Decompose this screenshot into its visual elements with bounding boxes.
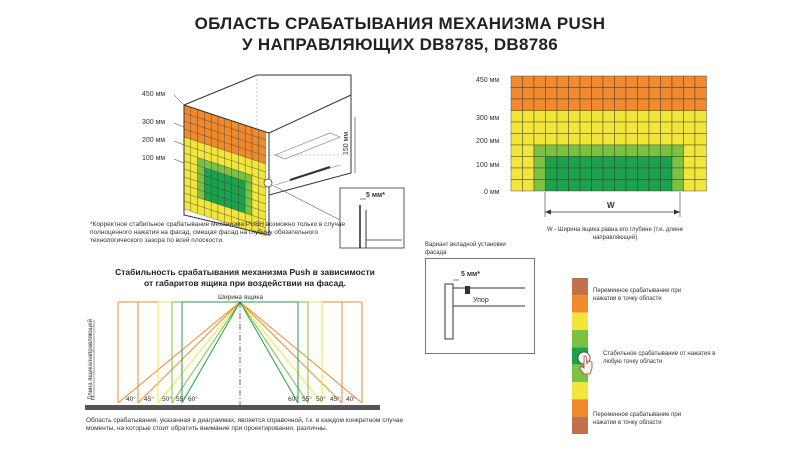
box-label-300: 300 мм bbox=[142, 119, 166, 126]
grid-cell bbox=[569, 168, 581, 180]
grid-cell bbox=[592, 76, 604, 88]
grid-cell bbox=[603, 145, 615, 157]
legend-swatch bbox=[572, 278, 588, 295]
grid-cell bbox=[649, 145, 661, 157]
grid-cell bbox=[695, 168, 707, 180]
grid-cell bbox=[603, 157, 615, 169]
width-label: Ширина ящика bbox=[218, 294, 263, 301]
legend-swatch bbox=[572, 295, 588, 312]
grid-cell bbox=[534, 122, 546, 134]
leader-450 bbox=[174, 95, 184, 105]
grid-cell bbox=[626, 76, 638, 88]
grid-cell bbox=[626, 111, 638, 123]
grid-cell bbox=[592, 88, 604, 100]
grid-cell bbox=[649, 134, 661, 146]
grid-cell bbox=[603, 99, 615, 111]
fan-ray-right bbox=[240, 302, 322, 403]
grid-cell bbox=[695, 180, 707, 192]
grid-cell bbox=[592, 111, 604, 123]
angle-label-left: 55° bbox=[176, 396, 186, 403]
grid-cell bbox=[649, 180, 661, 192]
fan-ray-left bbox=[182, 302, 240, 403]
grid-cell bbox=[534, 88, 546, 100]
grid-cell bbox=[661, 88, 673, 100]
legend-swatch bbox=[572, 417, 588, 434]
grid-cell bbox=[569, 180, 581, 192]
grid-cell bbox=[615, 122, 627, 134]
grid-cell bbox=[661, 168, 673, 180]
grid-cell bbox=[546, 145, 558, 157]
legend-stable: Стабильное срабатывание от нажатия в любую точку области bbox=[603, 351, 716, 365]
grid-cell bbox=[615, 111, 627, 123]
angle-label-right: 45° bbox=[330, 396, 340, 403]
grid-cell bbox=[615, 88, 627, 100]
stability-diagram bbox=[80, 290, 390, 415]
grid-cell bbox=[546, 180, 558, 192]
grid-cell bbox=[511, 168, 523, 180]
grid-cell bbox=[511, 111, 523, 123]
grid-cell bbox=[557, 88, 569, 100]
grid-cell bbox=[569, 76, 581, 88]
grid-cell bbox=[638, 88, 650, 100]
grid-cell bbox=[557, 168, 569, 180]
grid-cell bbox=[546, 122, 558, 134]
grid-label-100: 100 мм bbox=[476, 162, 500, 169]
grid-cell bbox=[546, 111, 558, 123]
grid-cell bbox=[615, 145, 627, 157]
grid-cell bbox=[615, 99, 627, 111]
angle-labels bbox=[126, 395, 356, 403]
grid-cell bbox=[649, 157, 661, 169]
grid-cell bbox=[695, 134, 707, 146]
legend-swatch bbox=[572, 399, 588, 416]
zone-grid bbox=[511, 76, 707, 191]
grid-cell bbox=[511, 76, 523, 88]
fan-ray-left bbox=[158, 302, 240, 403]
grid-cell bbox=[626, 168, 638, 180]
grid-cell bbox=[592, 180, 604, 192]
grid-cell bbox=[649, 111, 661, 123]
grid-cell bbox=[626, 99, 638, 111]
stability-title-2: от габаритов ящика при воздействии на фасад. bbox=[143, 278, 346, 288]
grid-cell bbox=[649, 99, 661, 111]
grid-cell bbox=[638, 99, 650, 111]
legend-variable-bottom: Переменное срабатывание при нажатии в точку области bbox=[593, 412, 682, 426]
grid-cell bbox=[603, 122, 615, 134]
detail-marker bbox=[264, 179, 272, 187]
box-edge bbox=[269, 95, 351, 133]
insert-variant-title: Вариант вкладной установки фасада bbox=[425, 242, 506, 256]
fan-ray-right bbox=[240, 302, 342, 403]
grid-cell bbox=[546, 157, 558, 169]
grid-cell bbox=[615, 168, 627, 180]
fan-ray-left bbox=[138, 302, 240, 403]
grid-cell bbox=[626, 145, 638, 157]
angle-label-right: 50° bbox=[316, 396, 326, 403]
grid-cell bbox=[546, 99, 558, 111]
grid-cell bbox=[615, 157, 627, 169]
grid-cell bbox=[615, 180, 627, 192]
leader-300 bbox=[174, 123, 184, 127]
insert-variant-diagram bbox=[425, 258, 535, 358]
insert-gap-label: 5 мм* bbox=[461, 271, 480, 278]
angle-label-right: 40° bbox=[346, 396, 356, 403]
grid-cell bbox=[557, 180, 569, 192]
grid-cell bbox=[580, 134, 592, 146]
grid-cell bbox=[649, 122, 661, 134]
grid-cell bbox=[592, 122, 604, 134]
grid-cell bbox=[661, 99, 673, 111]
grid-cell bbox=[603, 88, 615, 100]
detail-gap-label: 5 мм* bbox=[366, 192, 385, 199]
grid-cell bbox=[684, 88, 696, 100]
grid-cell bbox=[580, 145, 592, 157]
grid-cell bbox=[523, 145, 535, 157]
grid-cell bbox=[684, 168, 696, 180]
runner bbox=[290, 167, 330, 180]
grid-cell bbox=[592, 145, 604, 157]
grid-cell bbox=[557, 134, 569, 146]
grid-cell bbox=[661, 180, 673, 192]
grid-cell bbox=[580, 180, 592, 192]
grid-cell bbox=[649, 168, 661, 180]
grid-cell bbox=[626, 180, 638, 192]
box-label-450: 450 мм bbox=[142, 91, 166, 98]
grid-label-450: 450 мм bbox=[476, 77, 500, 84]
grid-cell bbox=[557, 157, 569, 169]
fan-ray-left bbox=[118, 302, 240, 403]
grid-cell bbox=[557, 145, 569, 157]
insert-stop bbox=[465, 286, 470, 294]
grid-cell bbox=[523, 180, 535, 192]
floor-bar bbox=[85, 405, 380, 410]
grid-cell bbox=[580, 168, 592, 180]
grid-cell bbox=[661, 145, 673, 157]
grid-cell bbox=[626, 134, 638, 146]
grid-cell bbox=[638, 168, 650, 180]
grid-cell bbox=[684, 111, 696, 123]
grid-cell bbox=[615, 134, 627, 146]
grid-cell bbox=[523, 168, 535, 180]
grid-cell bbox=[684, 180, 696, 192]
grid-cell bbox=[638, 122, 650, 134]
grid-cell bbox=[672, 168, 684, 180]
angle-label-right: 60° bbox=[288, 396, 298, 403]
grid-cell bbox=[546, 168, 558, 180]
grid-cell bbox=[603, 134, 615, 146]
grid-cell bbox=[695, 145, 707, 157]
grid-cell bbox=[580, 76, 592, 88]
grid-cell bbox=[557, 111, 569, 123]
angle-label-right: 55° bbox=[302, 396, 312, 403]
grid-cell bbox=[580, 111, 592, 123]
grid-cell bbox=[534, 134, 546, 146]
angle-label-left: 45° bbox=[144, 396, 154, 403]
angle-label-left: 40° bbox=[126, 396, 136, 403]
grid-cell bbox=[603, 180, 615, 192]
grid-cell bbox=[523, 111, 535, 123]
grid-cell bbox=[592, 168, 604, 180]
grid-cell bbox=[672, 122, 684, 134]
grid-cell bbox=[534, 99, 546, 111]
leader-100 bbox=[174, 159, 184, 163]
grid-cell bbox=[638, 157, 650, 169]
grid-cell bbox=[695, 157, 707, 169]
grid-cell bbox=[523, 122, 535, 134]
grid-cell bbox=[638, 111, 650, 123]
grid-cell bbox=[546, 88, 558, 100]
grid-cell bbox=[569, 157, 581, 169]
grid-cell bbox=[661, 111, 673, 123]
legend-swatch bbox=[572, 313, 588, 330]
grid-cell bbox=[638, 134, 650, 146]
grid-cell bbox=[511, 122, 523, 134]
grid-cell bbox=[557, 99, 569, 111]
grid-cell bbox=[569, 99, 581, 111]
grid-cell bbox=[649, 88, 661, 100]
grid-cell bbox=[672, 145, 684, 157]
w-note: W - Ширина ящика равна его глубине (т.е. длине направляющей) bbox=[547, 227, 683, 241]
grid-cell bbox=[546, 134, 558, 146]
stability-title-1: Стабильность срабатывания механизма Push в зависимости bbox=[115, 267, 375, 277]
grid-cell bbox=[626, 122, 638, 134]
grid-cell bbox=[523, 88, 535, 100]
grid-cell bbox=[603, 111, 615, 123]
box-label-200: 200 мм bbox=[142, 137, 166, 144]
leader-200 bbox=[174, 141, 184, 145]
front-grid bbox=[184, 105, 266, 236]
w-label: W bbox=[607, 201, 615, 210]
legend-variable-top: Переменное срабатывание при нажатии в точку области bbox=[593, 288, 682, 302]
grid-cell bbox=[534, 157, 546, 169]
grid-cell bbox=[672, 134, 684, 146]
note-correct-press: *Корректное стабильное срабатывание механизма PUSH возможно только в случае полноценного нажатия на фасад, смещая фасад на глубину обязательного технологического зазора по всей плоскости. bbox=[90, 221, 346, 244]
fan-ray-right bbox=[240, 302, 298, 403]
grid-cell bbox=[684, 157, 696, 169]
legend-swatch bbox=[572, 330, 588, 347]
grid-cell bbox=[603, 168, 615, 180]
grid-cell bbox=[684, 134, 696, 146]
grid-cell bbox=[695, 99, 707, 111]
grid-cell bbox=[523, 99, 535, 111]
grid-cell bbox=[638, 180, 650, 192]
grid-cell bbox=[534, 145, 546, 157]
grid-label-300: 300 мм bbox=[476, 115, 500, 122]
grid-label-0: 0 мм bbox=[484, 189, 500, 196]
angle-label-left: 50° bbox=[162, 396, 172, 403]
grid-cell bbox=[523, 134, 535, 146]
grid-cell bbox=[511, 180, 523, 192]
grid-cell bbox=[523, 76, 535, 88]
grid-cell bbox=[569, 111, 581, 123]
grid-cell bbox=[523, 157, 535, 169]
w-arrow-right bbox=[674, 210, 680, 215]
grid-cell bbox=[661, 134, 673, 146]
title-line-2: У НАПРАВЛЯЮЩИХ DB8785, DB8786 bbox=[242, 35, 558, 54]
grid-cell bbox=[569, 88, 581, 100]
grid-cell bbox=[511, 134, 523, 146]
grid-cell bbox=[580, 99, 592, 111]
grid-cell bbox=[695, 111, 707, 123]
grid-cell bbox=[569, 122, 581, 134]
grid-cell bbox=[615, 76, 627, 88]
w-arrow-left bbox=[545, 210, 551, 215]
grid-cell bbox=[672, 157, 684, 169]
insert-stop-label: Упор bbox=[473, 297, 489, 304]
grid-cell bbox=[684, 76, 696, 88]
grid-cell bbox=[672, 76, 684, 88]
grid-cell bbox=[672, 88, 684, 100]
grid-cell bbox=[557, 122, 569, 134]
grid-cell bbox=[638, 76, 650, 88]
grid-cell bbox=[695, 88, 707, 100]
grid-cell bbox=[695, 122, 707, 134]
angle-label-left: 60° bbox=[188, 396, 198, 403]
grid-cell bbox=[592, 99, 604, 111]
bottom-note: Область срабатывания, указанная в диаграммах, является справочной, т.к. в каждом конкретном случае моменты, на которые стоит обратить внимание при проектировании, различны. bbox=[86, 417, 404, 432]
dimension-150-label: 150 мм bbox=[343, 131, 350, 155]
fan-ray-right bbox=[240, 302, 362, 403]
grid-cell bbox=[534, 168, 546, 180]
grid-cell bbox=[626, 157, 638, 169]
grid-cell bbox=[592, 134, 604, 146]
grid-cell bbox=[672, 180, 684, 192]
grid-cell bbox=[592, 157, 604, 169]
grid-cell bbox=[661, 76, 673, 88]
detail-leader bbox=[272, 185, 340, 220]
grid-cell bbox=[580, 157, 592, 169]
grid-cell bbox=[649, 76, 661, 88]
grid-cell bbox=[569, 145, 581, 157]
grid-cell bbox=[684, 122, 696, 134]
hand-pointer-icon bbox=[574, 348, 602, 378]
grid-cell bbox=[511, 99, 523, 111]
grid-cell bbox=[546, 76, 558, 88]
grid-cell bbox=[580, 88, 592, 100]
legend-swatch bbox=[572, 382, 588, 399]
grid-cell bbox=[603, 76, 615, 88]
grid-cell bbox=[684, 99, 696, 111]
grid-cell bbox=[661, 122, 673, 134]
grid-cell bbox=[534, 76, 546, 88]
grid-cell bbox=[580, 122, 592, 134]
grid-cell bbox=[511, 157, 523, 169]
grid-cell bbox=[661, 157, 673, 169]
grid-cell bbox=[569, 134, 581, 146]
grid-cell bbox=[672, 111, 684, 123]
title-line-1: ОБЛАСТЬ СРАБАТЫВАНИЯ МЕХАНИЗМА PUSH bbox=[194, 14, 606, 33]
grid-label-200: 200 мм bbox=[476, 138, 500, 145]
depth-label: Длина ящика/направляющей bbox=[88, 319, 94, 400]
grid-cell bbox=[672, 99, 684, 111]
grid-cell bbox=[626, 88, 638, 100]
grid-cell bbox=[511, 145, 523, 157]
grid-cell bbox=[511, 88, 523, 100]
grid-cell bbox=[684, 145, 696, 157]
box-label-100: 100 мм bbox=[142, 155, 166, 162]
grid-cell bbox=[534, 111, 546, 123]
grid-cell bbox=[695, 76, 707, 88]
grid-cell bbox=[638, 145, 650, 157]
grid-cell bbox=[534, 180, 546, 192]
grid-cell bbox=[557, 76, 569, 88]
